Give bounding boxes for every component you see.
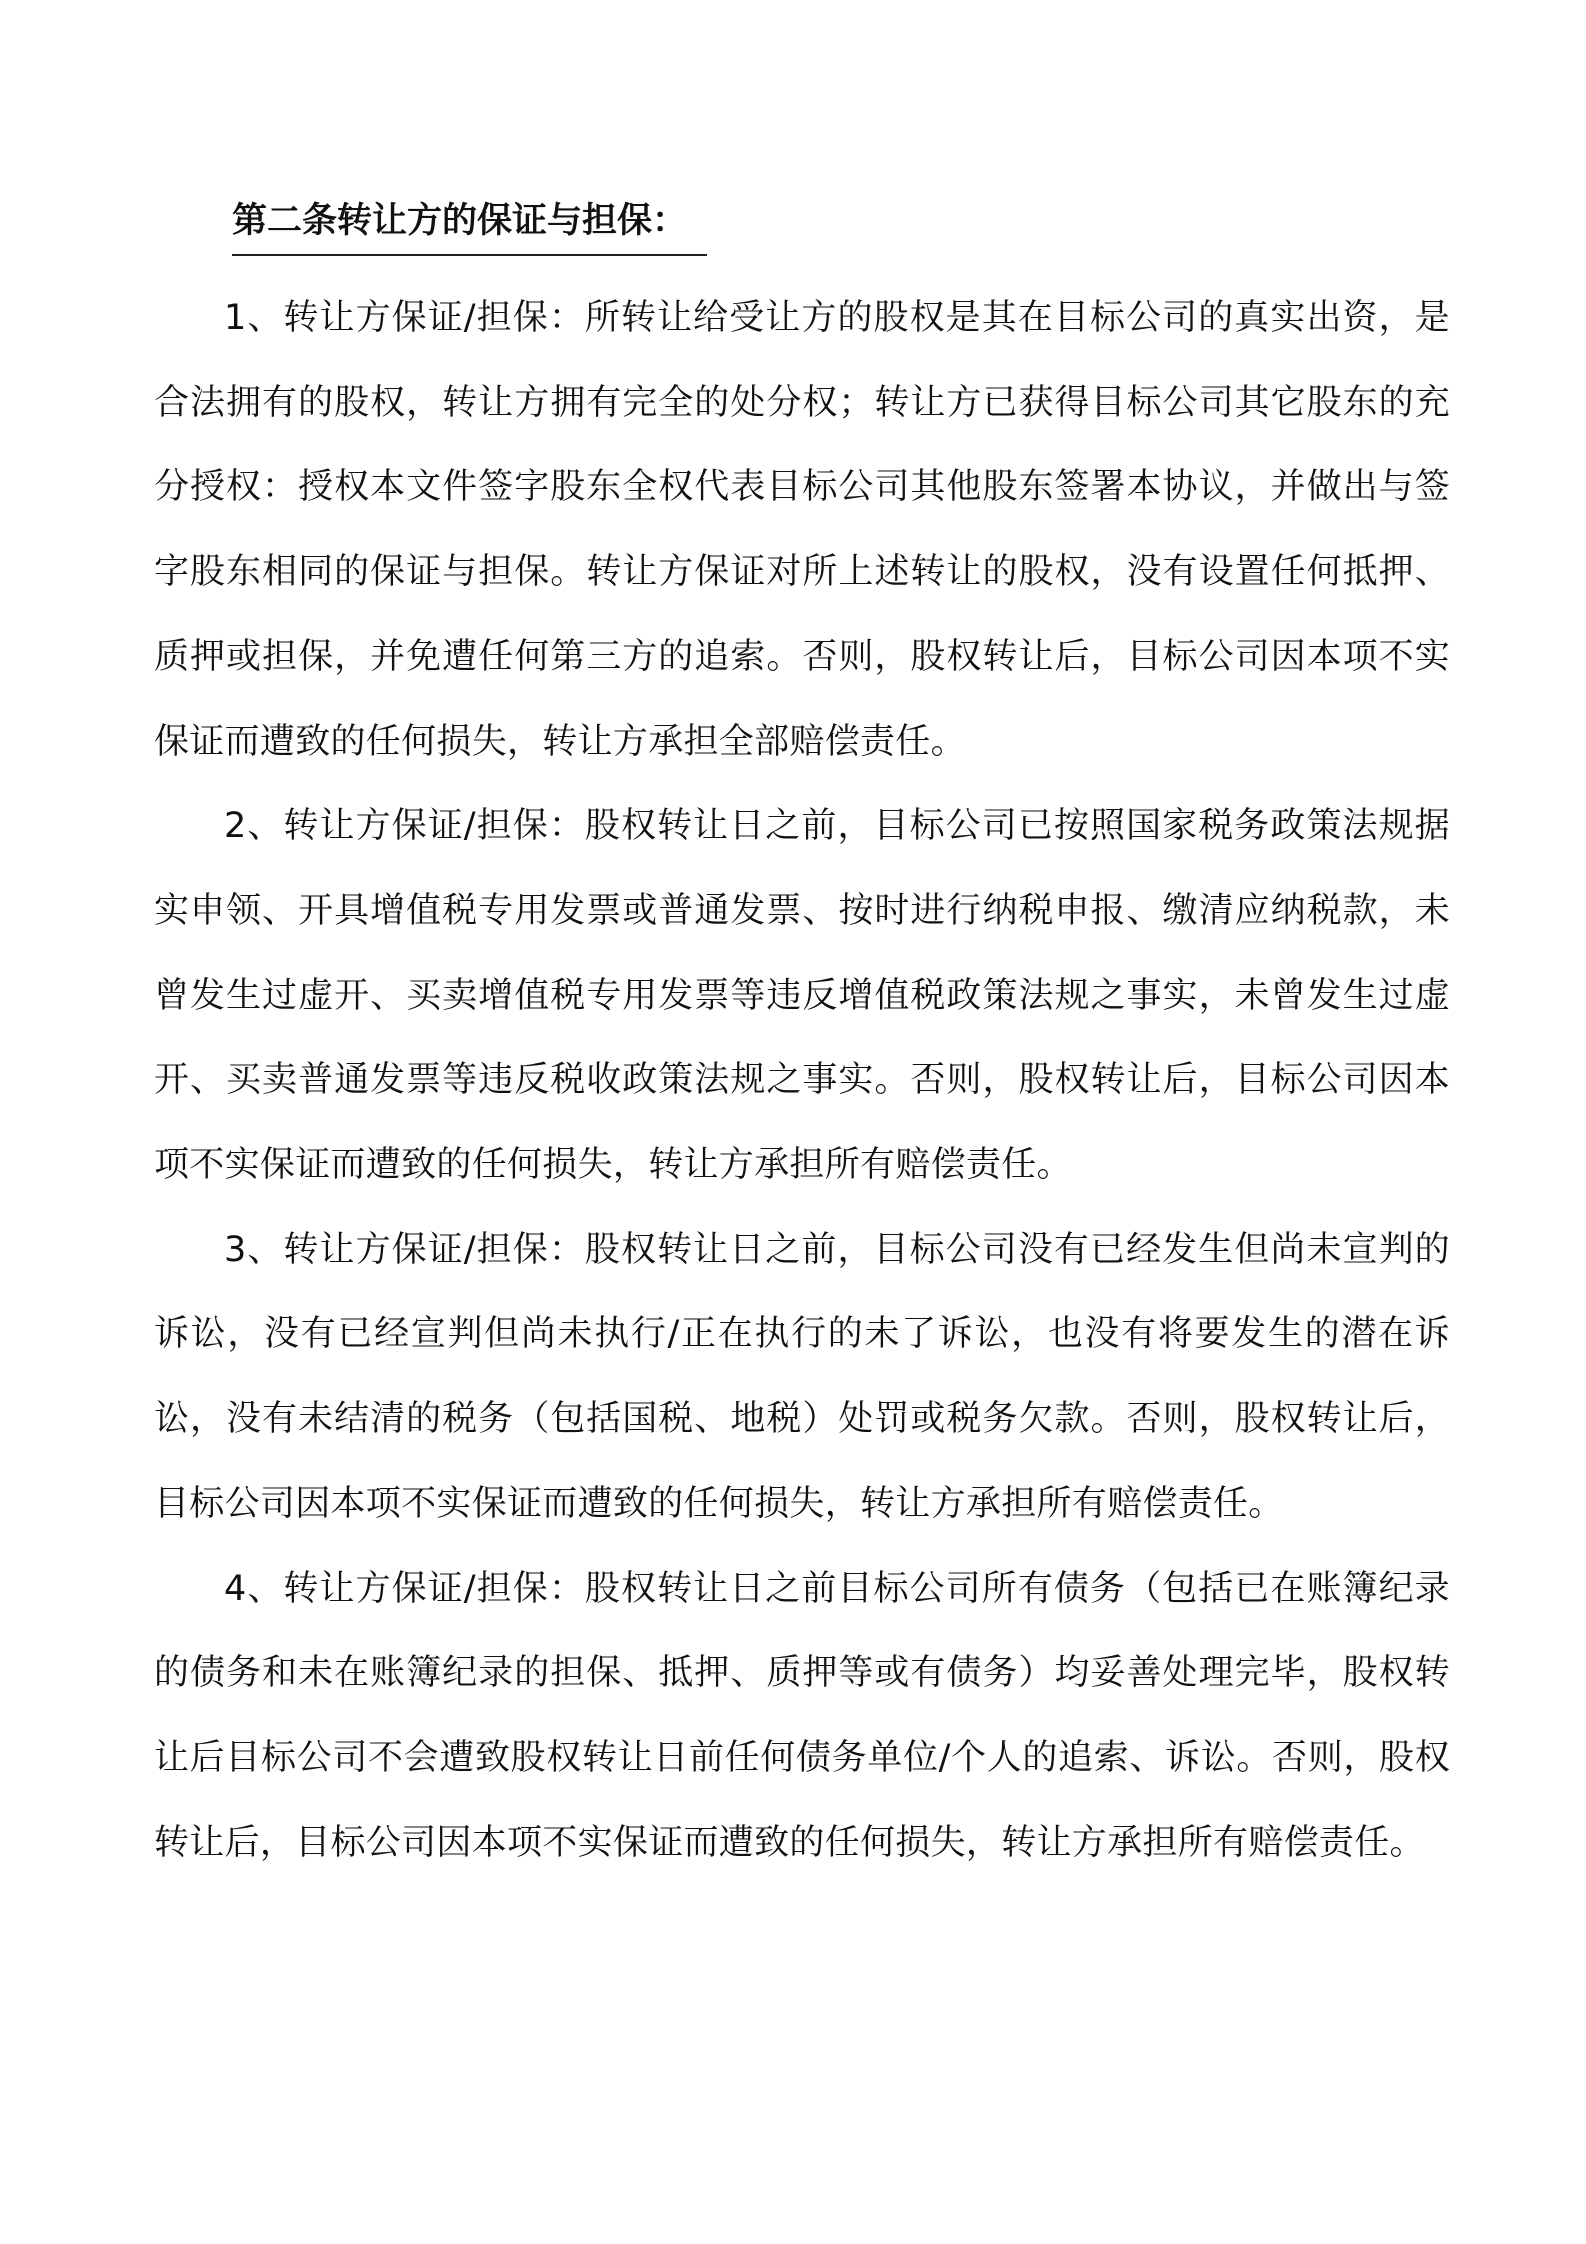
clause-4: 4、转让方保证/担保：股权转让日之前目标公司所有债务（包括已在账簿纪录的债务和未在账簿纪录的担保、抵押、质押等或有债务）均妥善处理完毕，股权转让后目标公司不会遭致股权转让日前任何债务单位/个人的追索、诉讼。否则，股权转让后，目标公司因本项不实保证而遭致的任何损失，转让方承担所有赔偿责任。	[154, 1568, 1450, 1863]
clause-1: 1、转让方保证/担保：所转让给受让方的股权是其在目标公司的真实出资，是合法拥有的股权，转让方拥有完全的处分权；转让方已获得目标公司其它股东的充分授权：授权本文件签字股东全权代表目标公司其他股东签署本协议，并做出与签字股东相同的保证与担保。转让方保证对所上述转让的股权，没有设置任何抵押、质押或担保，并免遭任何第三方的追索。否则，股权转让后，目标公司因本项不实保证而遭致的任何损失，转让方承担全部赔偿责任。	[154, 298, 1450, 762]
clause-3: 3、转让方保证/担保：股权转让日之前，目标公司没有已经发生但尚未宣判的诉讼，没有已经宣判但尚未执行/正在执行的未了诉讼，也没有将要发生的潜在诉讼，没有未结清的税务（包括国税、地税）处罚或税务欠款。否则，股权转让后，目标公司因本项不实保证而遭致的任何损失，转让方承担所有赔偿责任。	[154, 1229, 1450, 1524]
article-body	[154, 276, 1450, 1885]
clause-2: 2、转让方保证/担保：股权转让日之前，目标公司已按照国家税务政策法规据实申领、开具增值税专用发票或普通发票、按时进行纳税申报、缴清应纳税款，未曾发生过虚开、买卖增值税专用发票等违反增值税政策法规之事实，未曾发生过虚开、买卖普通发票等违反税收政策法规之事实。否则，股权转让后，目标公司因本项不实保证而遭致的任何损失，转让方承担所有赔偿责任。	[154, 806, 1450, 1186]
article-heading: 第二条转让方的保证与担保：	[232, 198, 707, 256]
